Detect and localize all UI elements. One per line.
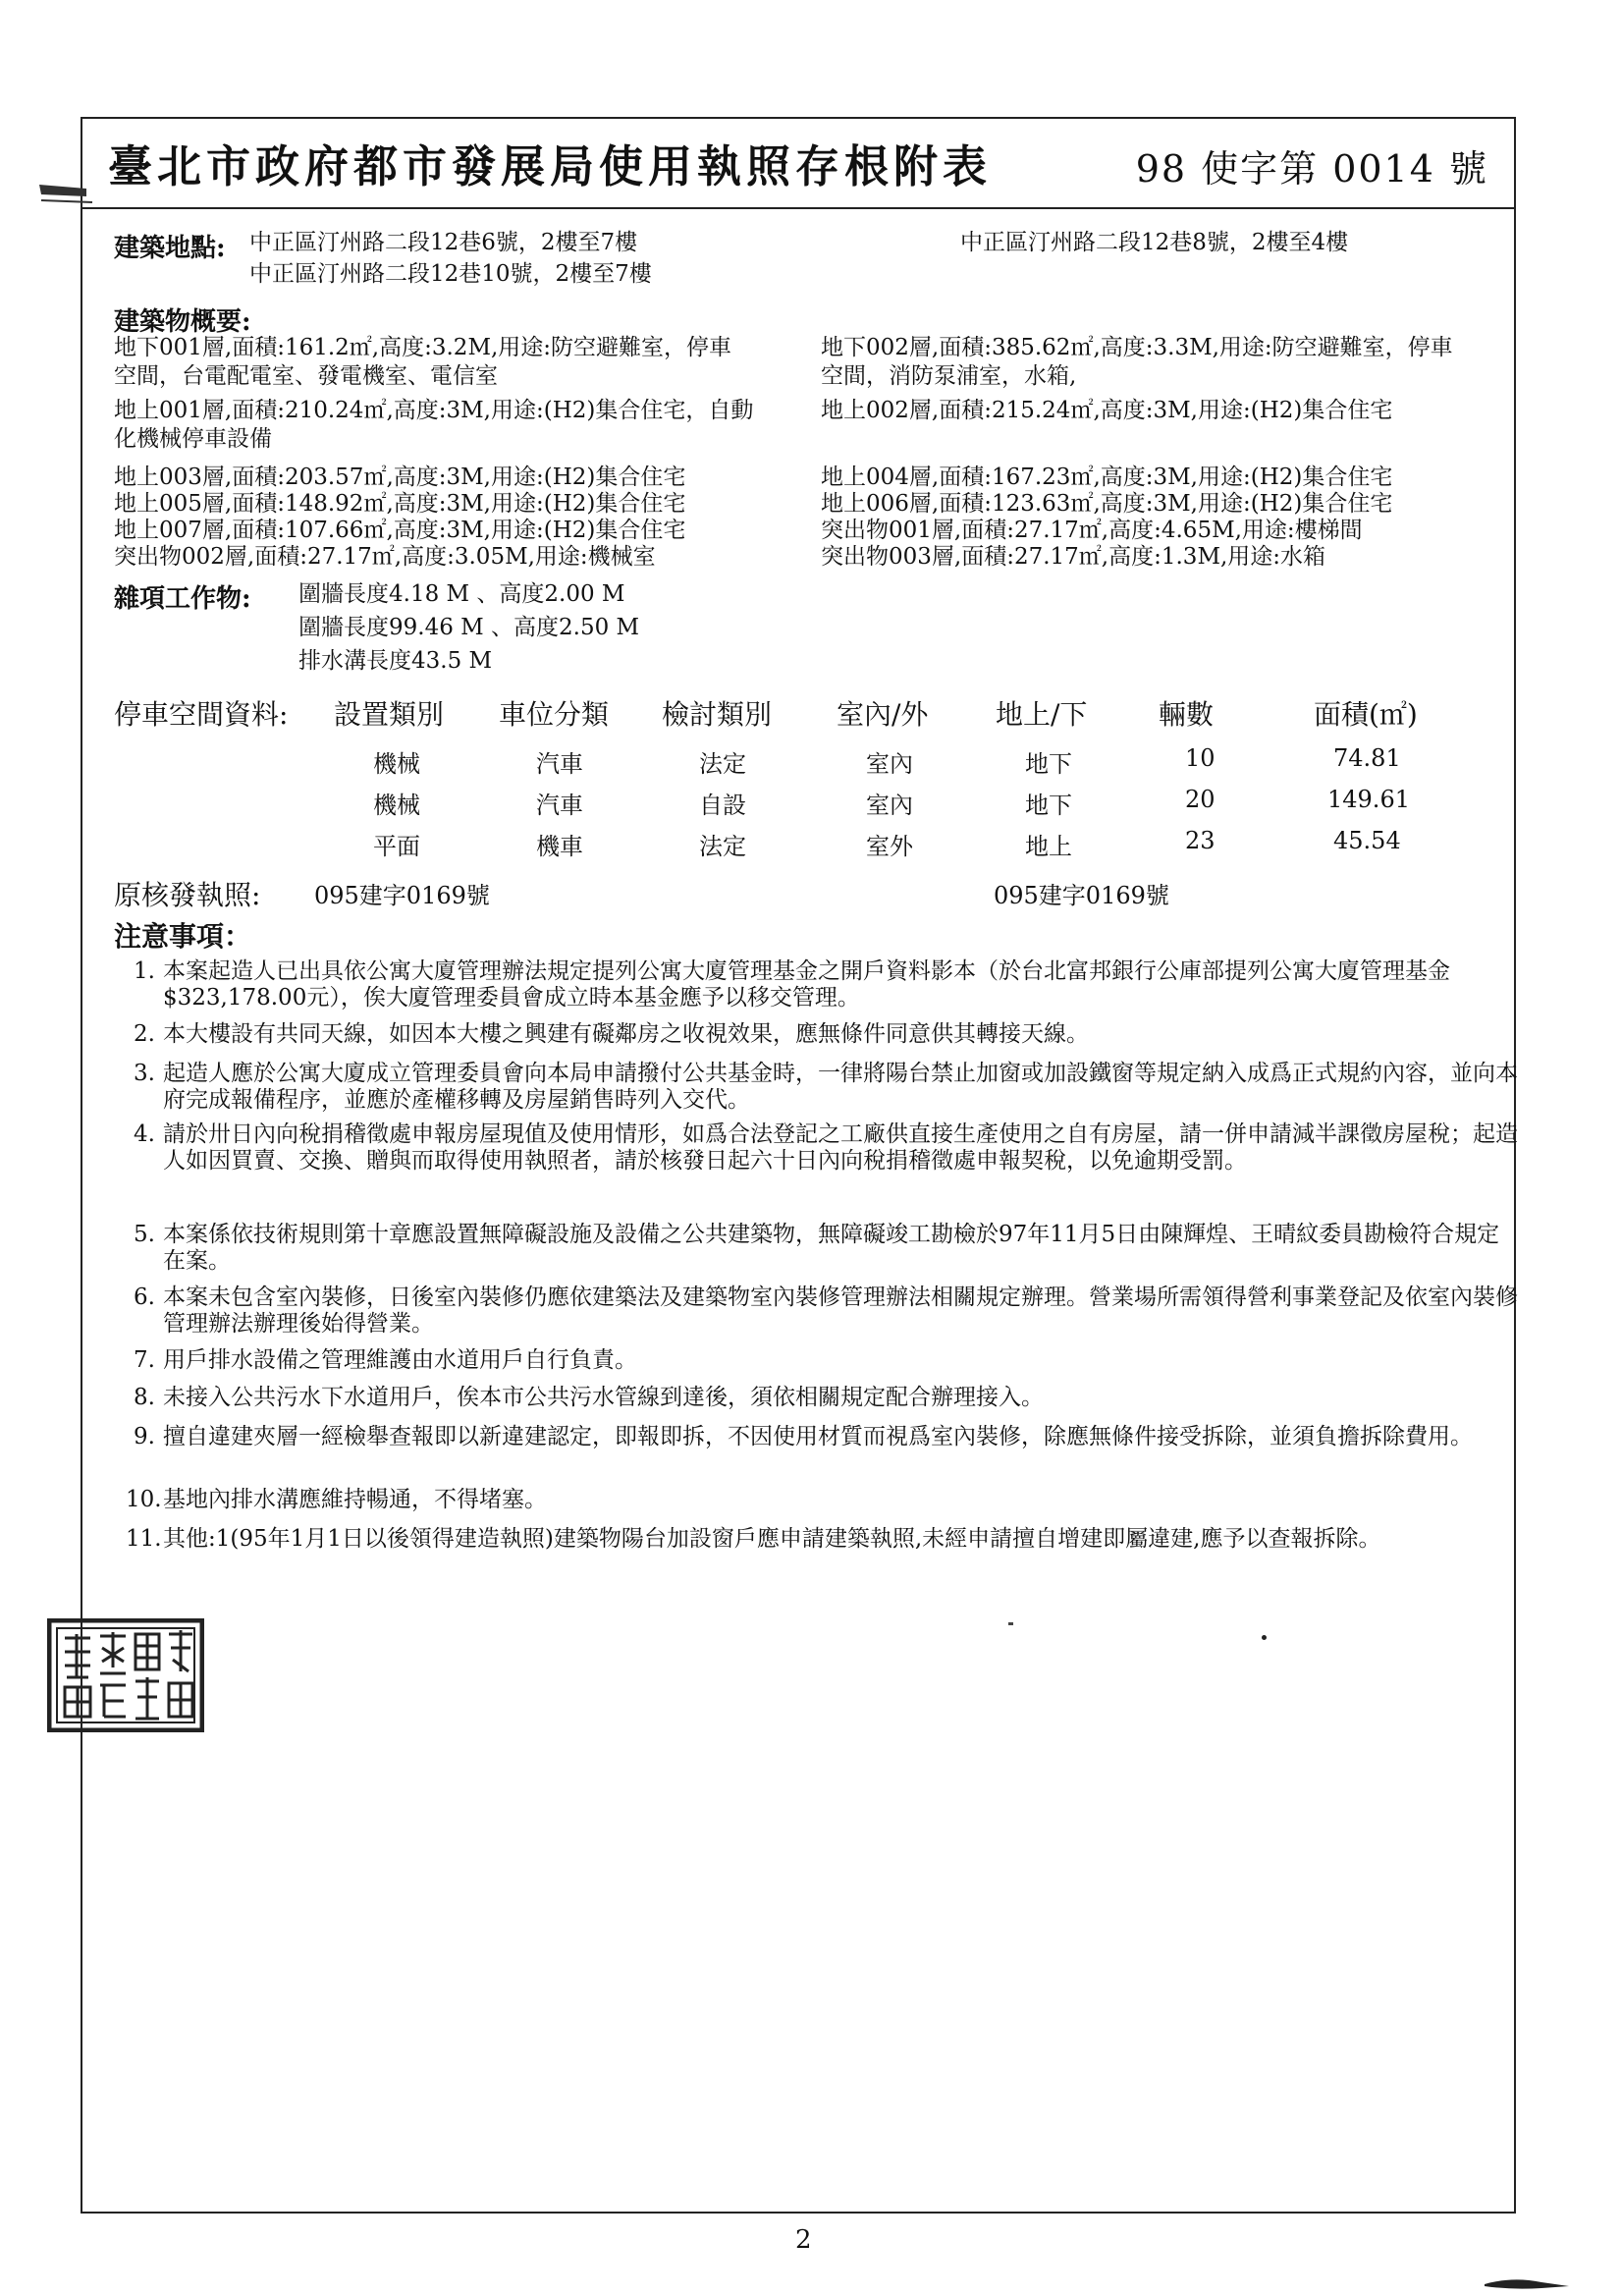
parking-cell: 機車 <box>536 833 583 860</box>
official-seal <box>47 1618 204 1732</box>
floor-entry: 地上001層,面積:210.24㎡,高度:3M,用途:(H2)集合住宅，自動 <box>114 398 754 423</box>
note-text: 用戶排水設備之管理維護由水道用戶自行負責。 <box>163 1347 637 1373</box>
parking-cell: 室外 <box>866 833 913 860</box>
floor-entry: 地下002層,面積:385.62㎡,高度:3.3M,用途:防空避難室，停車 <box>821 335 1453 360</box>
parking-cell: 地下 <box>1025 792 1072 819</box>
parking-label: 停車空間資料: <box>114 698 289 731</box>
parking-cell: 室內 <box>866 792 913 819</box>
title-row <box>81 117 1516 209</box>
floor-entry-cont: 空間，台電配電室、發電機室、電信室 <box>114 363 498 389</box>
note-text: 本大樓設有共同天線，如因本大樓之興建有礙鄰房之收視效果，應無條件同意供其轉接天線。 <box>163 1021 1089 1047</box>
building-summary-label: 建築物概要: <box>114 307 251 337</box>
parking-cell: 45.54 <box>1333 827 1401 854</box>
floor-entry: 突出物001層,面積:27.17㎡,高度:4.65M,用途:樓梯間 <box>821 518 1363 543</box>
site-address-3: 中正區汀州路二段12巷10號，2樓至7樓 <box>249 261 652 287</box>
parking-cell: 20 <box>1185 786 1216 813</box>
note-number: 4. <box>134 1121 155 1147</box>
misc-works-label: 雜項工作物: <box>114 584 251 614</box>
misc-work-item: 排水溝長度43.5 M <box>298 648 493 674</box>
scan-artifact <box>37 177 96 206</box>
floor-entry: 突出物003層,面積:27.17㎡,高度:1.3M,用途:水箱 <box>821 544 1326 570</box>
parking-cell: 室內 <box>866 750 913 778</box>
parking-header: 輛數 <box>1159 698 1215 731</box>
note-number: 6. <box>134 1285 155 1310</box>
parking-header: 車位分類 <box>499 698 610 731</box>
floor-entry: 地上002層,面積:215.24㎡,高度:3M,用途:(H2)集合住宅 <box>821 398 1393 423</box>
note-number: 5. <box>134 1222 155 1247</box>
parking-header: 室內/外 <box>837 698 929 731</box>
parking-cell: 汽車 <box>536 750 583 778</box>
scan-artifact <box>1483 2276 1571 2292</box>
parking-cell: 汽車 <box>536 792 583 819</box>
note-text: 起造人應於公寓大廈成立管理委員會向本局申請撥付公共基金時，一律將陽台禁止加窗或加設鐵窗等規定納入成爲正式規約內容，並向本府完成報備程序，並應於產權移轉及房屋銷售時列入交代。 <box>163 1061 1518 1113</box>
site-label: 建築地點: <box>114 234 226 263</box>
parking-cell: 機械 <box>373 792 420 819</box>
original-permit-label: 原核發執照: <box>114 879 261 911</box>
parking-cell: 74.81 <box>1333 744 1401 772</box>
original-permit-number: 095建字0169號 <box>994 882 1169 909</box>
parking-cell: 平面 <box>373 833 420 860</box>
note-number: 9. <box>134 1424 155 1449</box>
parking-cell: 149.61 <box>1327 786 1410 813</box>
note-text: 本案係依技術規則第十章應設置無障礙設施及設備之公共建築物，無障礙竣工勘檢於97年11月5日由陳輝煌、王晴紋委員勘檢符合規定在案。 <box>163 1222 1500 1274</box>
floor-entry: 地下001層,面積:161.2㎡,高度:3.2M,用途:防空避難室，停車 <box>114 335 732 360</box>
note-number: 3. <box>134 1061 155 1086</box>
note-number: 2. <box>134 1021 155 1047</box>
parking-header: 檢討類別 <box>662 698 773 731</box>
notes-heading: 注意事項： <box>114 920 252 953</box>
floor-entry-cont: 化機械停車設備 <box>114 426 272 452</box>
note-text: 本案未包含室內裝修，日後室內裝修仍應依建築法及建築物室內裝修管理辦法相關規定辦理。營業場所需領得營利事業登記及依室內裝修管理辦法辦理後始得營業。 <box>163 1285 1518 1337</box>
note-text: 本案起造人已出具依公寓大廈管理辦法規定提列公寓大廈管理基金之開戶資料影本（於台北富邦銀行公庫部提列公寓大廈管理基金$323,178.00元），俟大廈管理委員會成立時本基金應予以移交管理。 <box>163 958 1450 1011</box>
note-text: 其他:1(95年1月1日以後領得建造執照)建築物陽台加設窗戶應申請建築執照,未經申請擅自增建即屬違建,應予以查報拆除。 <box>163 1526 1381 1552</box>
note-number: 10. <box>126 1487 162 1512</box>
note-number: 8. <box>134 1385 155 1410</box>
floor-entry-cont: 空間，消防泵浦室，水箱, <box>821 363 1077 389</box>
floor-entry: 地上006層,面積:123.63㎡,高度:3M,用途:(H2)集合住宅 <box>821 491 1393 517</box>
parking-cell: 自設 <box>699 792 746 819</box>
parking-cell: 法定 <box>699 750 746 778</box>
parking-header: 地上/下 <box>996 698 1088 731</box>
floor-entry: 地上003層,面積:203.57㎡,高度:3M,用途:(H2)集合住宅 <box>114 465 686 490</box>
note-number: 7. <box>134 1347 155 1373</box>
note-number: 11. <box>126 1526 162 1552</box>
parking-header: 面積(㎡) <box>1314 698 1418 731</box>
site-address-2: 中正區汀州路二段12巷8號，2樓至4樓 <box>960 230 1349 255</box>
misc-work-item: 圍牆長度4.18 M 、高度2.00 M <box>298 581 625 607</box>
scan-artifact <box>1008 1622 1013 1625</box>
parking-cell: 機械 <box>373 750 420 778</box>
floor-entry: 地上005層,面積:148.92㎡,高度:3M,用途:(H2)集合住宅 <box>114 491 686 517</box>
parking-cell: 地下 <box>1025 750 1072 778</box>
scan-artifact <box>1262 1635 1267 1640</box>
parking-header: 設置類別 <box>334 698 445 731</box>
document-title: 臺北市政府都市發展局使用執照存根附表 <box>108 140 993 192</box>
parking-cell: 地上 <box>1025 833 1072 860</box>
note-text: 擅自違建夾層一經檢舉查報即以新違建認定，即報即拆，不因使用材質而視爲室內裝修，除應無條件接受拆除，並須負擔拆除費用。 <box>163 1424 1473 1449</box>
parking-cell: 23 <box>1185 827 1216 854</box>
floor-entry: 地上007層,面積:107.66㎡,高度:3M,用途:(H2)集合住宅 <box>114 518 686 543</box>
note-text: 請於卅日內向稅捐稽徵處申報房屋現值及使用情形，如爲合法登記之工廠供直接生產使用之自有房屋，請一併申請減半課徵房屋稅；起造人如因買賣、交換、贈與而取得使用執照者，請於核發日起六十日內向稅捐稽徵處申報契稅，以免逾期受罰。 <box>163 1121 1518 1174</box>
note-text: 未接入公共污水下水道用戶，俟本市公共污水管線到達後，須依相關規定配合辦理接入。 <box>163 1385 1044 1410</box>
original-permit-number: 095建字0169號 <box>314 882 490 909</box>
misc-work-item: 圍牆長度99.46 M 、高度2.50 M <box>298 615 640 640</box>
floor-entry: 突出物002層,面積:27.17㎡,高度:3.05M,用途:機械室 <box>114 544 656 570</box>
page-number: 2 <box>795 2225 812 2255</box>
note-number: 1. <box>134 958 155 984</box>
floor-entry: 地上004層,面積:167.23㎡,高度:3M,用途:(H2)集合住宅 <box>821 465 1393 490</box>
site-address-1: 中正區汀州路二段12巷6號，2樓至7樓 <box>249 230 638 255</box>
permit-number: 98 使字第 0014 號 <box>1135 147 1488 191</box>
parking-cell: 10 <box>1185 744 1216 772</box>
parking-cell: 法定 <box>699 833 746 860</box>
note-text: 基地內排水溝應維持暢通，不得堵塞。 <box>163 1487 547 1512</box>
